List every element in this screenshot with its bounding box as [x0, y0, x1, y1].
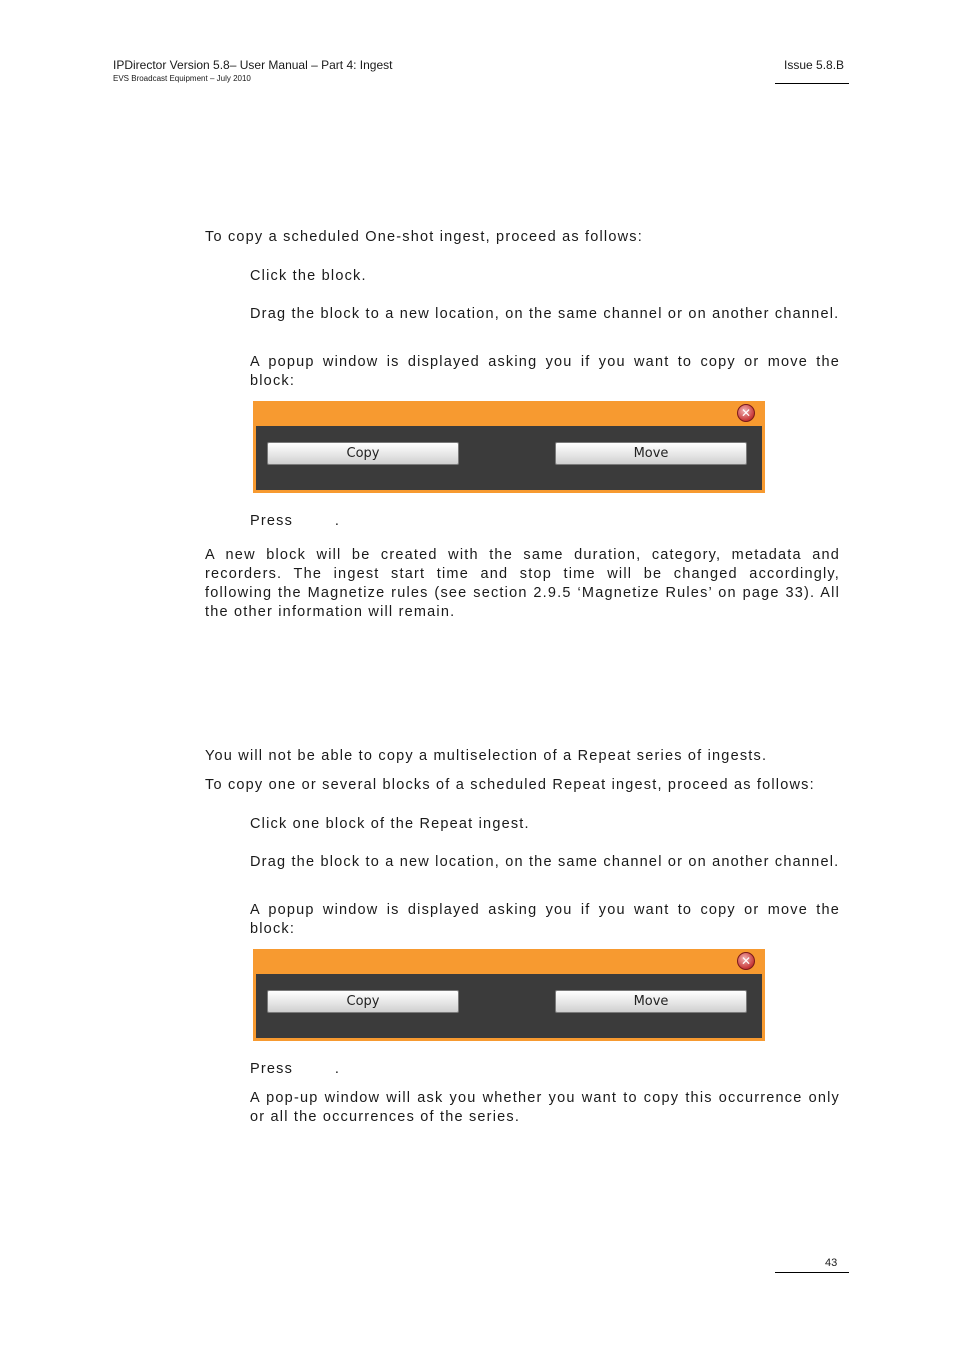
- section1-step3: Press .: [250, 513, 341, 529]
- section2-step2-result: A popup window is displayed asking you if you want to copy or move the block:: [250, 902, 840, 937]
- section1-step1: Click the block.: [250, 268, 367, 284]
- section2-step1: Click one block of the Repeat ingest.: [250, 816, 530, 832]
- move-button[interactable]: Move: [555, 990, 747, 1013]
- popup-titlebar: [253, 949, 765, 973]
- section1-intro: To copy a scheduled One-shot ingest, proceed as follows:: [205, 229, 643, 245]
- copy-move-popup: [253, 949, 765, 1041]
- section1-step2-result: A popup window is displayed asking you if you want to copy or move the block:: [250, 354, 840, 389]
- section2-intro: To copy one or several blocks of a scheduled Repeat ingest, proceed as follows:: [205, 777, 815, 793]
- section2-note: You will not be able to copy a multiselection of a Repeat series of ingests.: [205, 748, 768, 764]
- section2-step2: Drag the block to a new location, on the same channel or on another channel.: [250, 854, 840, 870]
- header-title: IPDirector Version 5.8– User Manual – Part 4: Ingest: [113, 58, 393, 72]
- header-rule: [775, 83, 849, 84]
- section2-step3: Press .: [250, 1061, 341, 1077]
- page-number: 43: [825, 1257, 838, 1269]
- copy-button[interactable]: Copy: [267, 990, 459, 1013]
- header-issue: Issue 5.8.B: [784, 58, 845, 72]
- move-button[interactable]: Move: [555, 442, 747, 465]
- copy-button[interactable]: Copy: [267, 442, 459, 465]
- popup-content: [256, 974, 762, 1038]
- section1-step2: Drag the block to a new location, on the same channel or on another channel.: [250, 306, 840, 322]
- section1-result: A new block will be created with the same duration, category, metadata and recorders. The ingest start time and stop time will be changed accordingly, following the Magnetize rules (see section 2.9.5 ‘Magnetize Rules’ on page 33). All the other information will remain.: [205, 547, 840, 620]
- close-icon[interactable]: ✕: [737, 404, 755, 422]
- footer-rule: [775, 1272, 849, 1273]
- copy-move-popup: [253, 401, 765, 493]
- popup-content: [256, 426, 762, 490]
- close-icon[interactable]: ✕: [737, 952, 755, 970]
- header-subtitle: EVS Broadcast Equipment – July 2010: [113, 74, 251, 83]
- section2-step3-result: A pop-up window will ask you whether you want to copy this occurrence only or all the occurrences of the series.: [250, 1090, 840, 1125]
- popup-titlebar: [253, 401, 765, 425]
